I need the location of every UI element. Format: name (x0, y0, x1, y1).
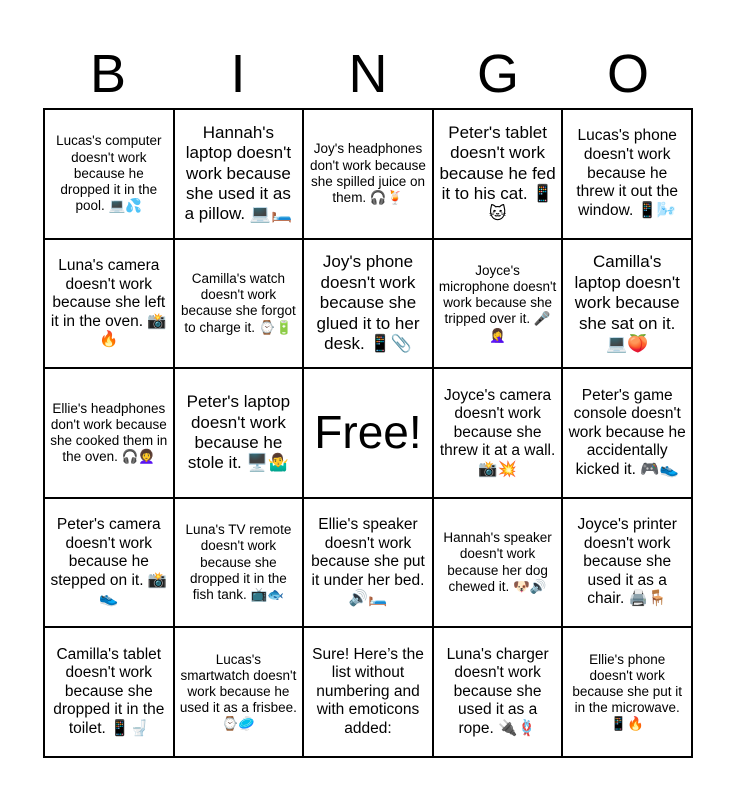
cell-text: Peter's camera doesn't work because he stepped on it. 📸👟 (50, 516, 168, 608)
bingo-cell[interactable] (44, 498, 174, 628)
cell-text: Sure! Here’s the list without numbering and with emoticons added: (312, 645, 424, 738)
bingo-cell[interactable] (174, 627, 304, 757)
bingo-cell[interactable] (433, 498, 563, 628)
cell-text: Luna's camera doesn't work because she left it in the oven. 📸🔥 (50, 256, 167, 349)
cell-text: Camilla's tablet doesn't work because she dropped it in the toilet. 📱🚽 (53, 645, 165, 738)
header-letter-n: N (348, 44, 388, 104)
bingo-cell[interactable] (562, 109, 692, 239)
cell-text: Joyce's camera doesn't work because she threw it at a wall. 📸💥 (439, 386, 556, 478)
cell-text: Joy's headphones don't work because she spilled juice on them. 🎧🍹 (310, 141, 426, 205)
bingo-header (43, 40, 693, 108)
cell-text: Luna's TV remote doesn't work because she dropped it in the fish tank. 📺🐟 (185, 522, 292, 602)
bingo-cell[interactable] (174, 368, 304, 498)
bingo-cell[interactable] (303, 239, 433, 369)
cell-text: Camilla's watch doesn't work because she forgot to charge it. ⌚🔋 (180, 271, 296, 335)
cell-text: Lucas's phone doesn't work because he threw it out the window. 📱🌬️ (576, 127, 679, 219)
bingo-cell[interactable] (303, 498, 433, 628)
cell-text: Hannah's laptop doesn't work because she used it as a pillow. 💻🛏️ (184, 122, 293, 224)
cell-text: Luna's charger doesn't work because she used it as a rope. 🔌🪢 (446, 645, 549, 738)
bingo-cell[interactable] (174, 239, 304, 369)
cell-text: Ellie's phone doesn't work because she put it in the microwave. 📱🔥 (572, 651, 682, 732)
cell-text: Peter's game console doesn't work because he accidentally kicked it. 🎮👟 (568, 386, 686, 478)
cell-text: Camilla's laptop doesn't work because she sat on it. 💻🍑 (574, 252, 680, 353)
bingo-cell[interactable] (44, 627, 174, 757)
bingo-cell[interactable] (44, 239, 174, 369)
cell-text: Joy's phone doesn't work because she glued it to her desk. 📱📎 (316, 252, 420, 353)
bingo-cell[interactable] (433, 239, 563, 369)
cell-text: Peter's laptop doesn't work because he stole it. 🖥️🤷‍♂️ (186, 392, 291, 473)
cell-text: Ellie's speaker doesn't work because she put it under her bed. 🔊🛏️ (311, 516, 425, 608)
free-space-cell[interactable] (303, 368, 433, 498)
free-space-text: Free! (314, 406, 422, 459)
header-letter-o: O (606, 44, 649, 104)
bingo-cell[interactable] (562, 239, 692, 369)
header-letter-i: I (230, 44, 246, 104)
cell-text: Joyce's microphone doesn't work because she tripped over it. 🎤🤦‍♀️ (438, 262, 557, 343)
bingo-cell[interactable] (433, 368, 563, 498)
header-letter-g: G (476, 44, 519, 104)
bingo-cell[interactable] (562, 498, 692, 628)
bingo-cell[interactable] (44, 109, 174, 239)
bingo-cell[interactable] (303, 109, 433, 239)
cell-text: Joyce's printer doesn't work because she used it as a chair. 🖨️🪑 (577, 516, 677, 608)
cell-text: Hannah's speaker doesn't work because her dog chewed it. 🐶🔊 (443, 530, 552, 594)
bingo-cell[interactable] (174, 109, 304, 239)
cell-text: Lucas's smartwatch doesn't work because he used it as a frisbee. ⌚🥏 (179, 651, 297, 732)
bingo-cell[interactable] (562, 368, 692, 498)
cell-text: Peter's tablet doesn't work because he fed it to his cat. 📱🐱 (439, 122, 556, 224)
bingo-cell[interactable] (303, 627, 433, 757)
bingo-cell[interactable] (433, 627, 563, 757)
bingo-cell[interactable] (433, 109, 563, 239)
bingo-cell[interactable] (44, 368, 174, 498)
bingo-cell[interactable] (174, 498, 304, 628)
cell-text: Lucas's computer doesn't work because he dropped it in the pool. 💻💦 (56, 133, 162, 214)
bingo-card-grid (43, 108, 693, 758)
cell-text: Ellie's headphones don't work because she cooked them in the oven. 🎧👩‍🦱 (50, 400, 168, 465)
header-letter-b: B (89, 44, 127, 104)
bingo-cell[interactable] (562, 627, 692, 757)
